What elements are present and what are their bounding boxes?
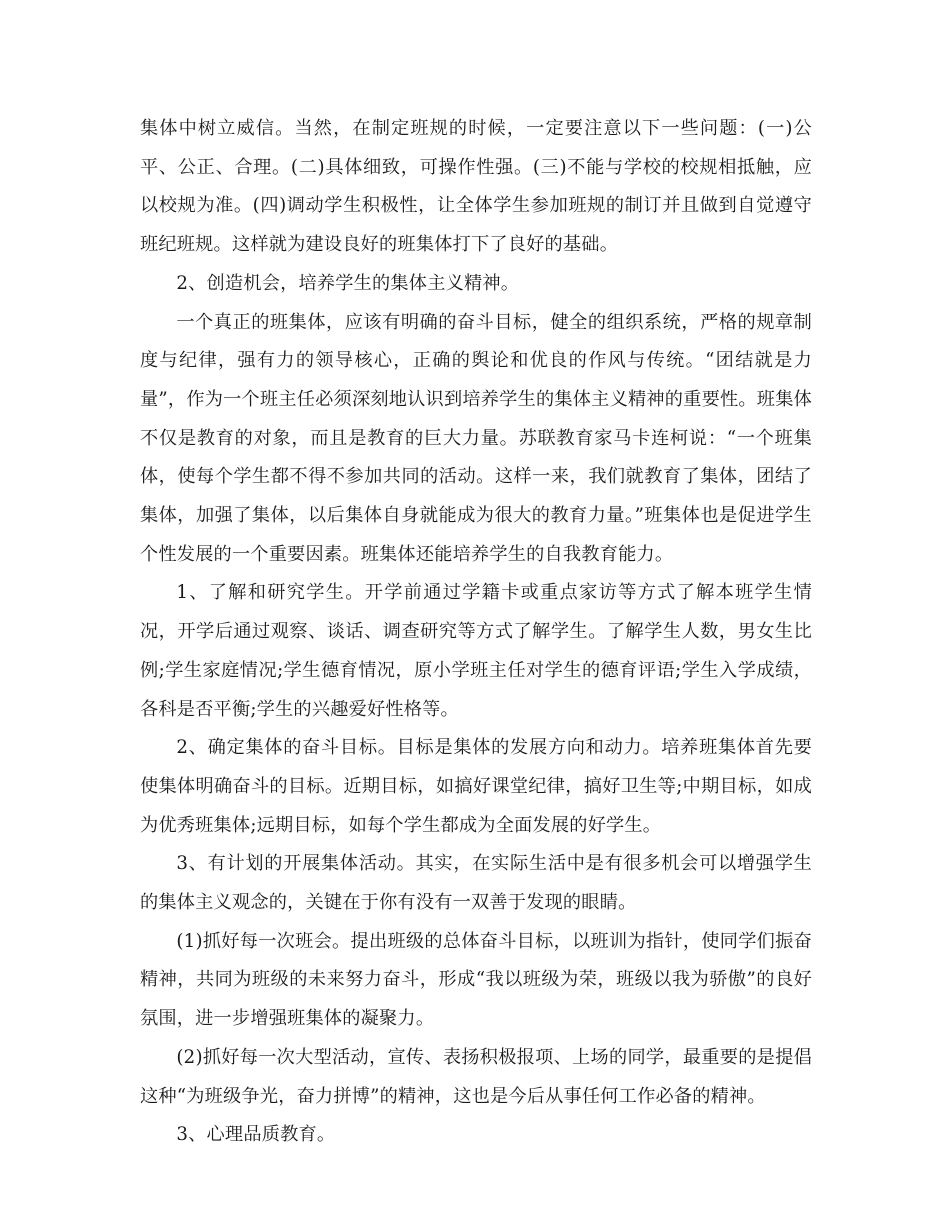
section-heading-psychological-education: 3、心理品质教育。 (176, 1124, 336, 1146)
paragraph-continued: 集体中树立威信。当然，在制定班规的时候，一定要注意以下一些问题：(一)公平、公正、合理。(二)具体细致，可操作性强。(三)不能与学校的校规相抵触，应以校规为准。(四)调动学生积极性，让全体学生参加班规的制订并且做到自觉遵守班纪班规。这样就为建设良好的班集体打下了良好的基础。 (140, 118, 812, 256)
paragraph-understand-students: 1、了解和研究学生。开学前通过学籍卡或重点家访等方式了解本班学生情况，开学后通过观察、谈话、调查研究等方式了解学生。了解学生人数，男女生比例;学生家庭情况;学生德育情况，原小学班主任对学生的德育评语;学生入学成绩，各科是否平衡;学生的兴趣爱好性格等。 (140, 582, 812, 720)
paragraph-collective-goals: 2、确定集体的奋斗目标。目标是集体的发展方向和动力。培养班集体首先要使集体明确奋斗的目标。近期目标，如搞好课堂纪律，搞好卫生等;中期目标，如成为优秀班集体;远期目标，如每个学生都成为全面发展的好学生。 (140, 737, 812, 836)
paragraph-planned-activities: 3、有计划的开展集体活动。其实，在实际生活中是有很多机会可以增强学生的集体主义观念的，关键在于你有没有一双善于发现的眼睛。 (140, 853, 812, 914)
paragraph-class-meetings: (1)抓好每一次班会。提出班级的总体奋斗目标，以班训为指针，使同学们振奋精神，共同为班级的未来努力奋斗，形成“我以班级为荣，班级以我为骄傲”的良好氛围，进一步增强班集体的凝聚力。 (140, 930, 812, 1030)
section-heading-create-opportunity: 2、创造机会，培养学生的集体主义精神。 (176, 272, 520, 294)
paragraph-large-activities: (2)抓好每一次大型活动，宣传、表扬积极报项、上场的同学，最重要的是提倡这种“为班级争光，奋力拼博”的精神，这也是今后从事任何工作必备的精神。 (140, 1046, 812, 1107)
paragraph-true-class-collective: 一个真正的班集体，应该有明确的奋斗目标，健全的组织系统，严格的规章制度与纪律，强有力的领导核心，正确的舆论和优良的作风与传统。“团结就是力量”，作为一个班主任必须深刻地认识到培养学生的集体主义精神的重要性。班集体不仅是教育的对象，而且是教育的巨大力量。苏联教育家马卡连柯说：“一个班集体，使每个学生都不得不参加共同的活动。这样一来，我们就教育了集体，团结了集体，加强了集体，以后集体自身就能成为很大的教育力量。”班集体也是促进学生个性发展的一个重要因素。班集体还能培养学生的自我教育能力。 (140, 311, 812, 565)
document-body (140, 110, 812, 1155)
